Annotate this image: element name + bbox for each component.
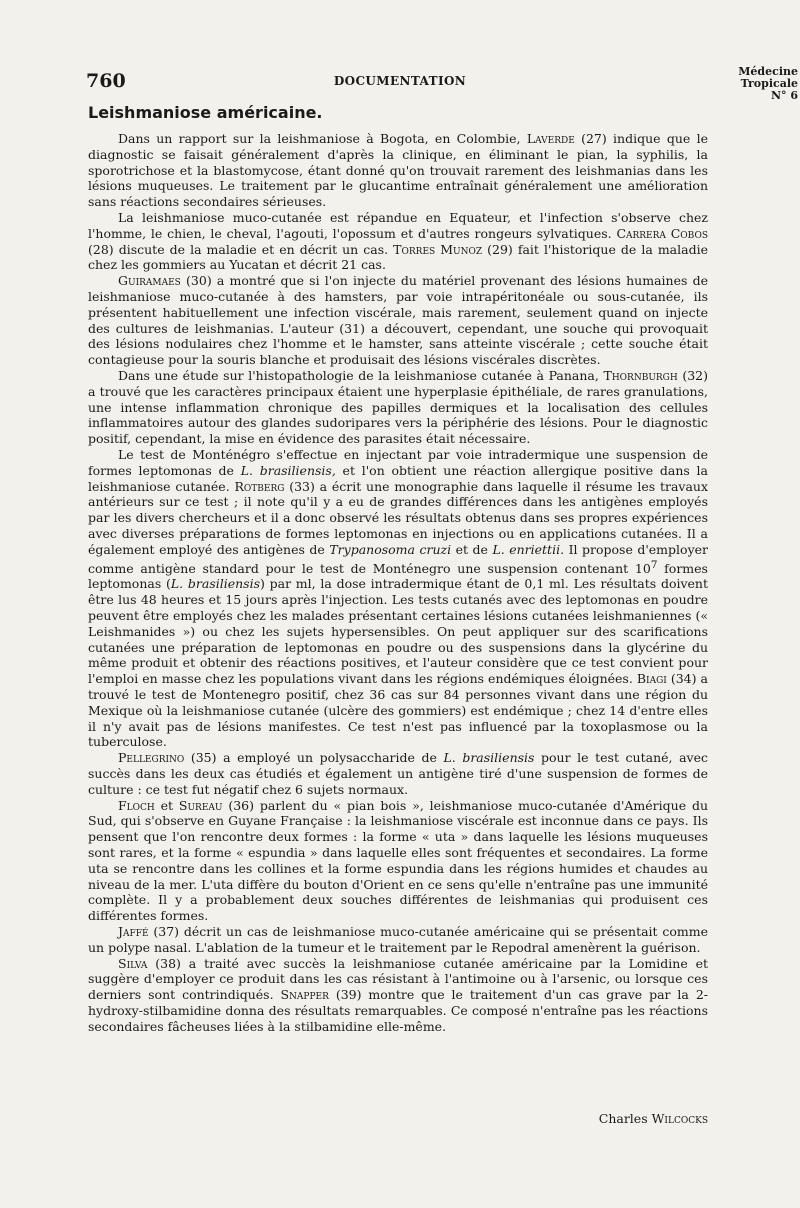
journal-subtitle: Tropicale	[740, 77, 798, 90]
text-run: Dans une étude sur l'histopathologie de la leishmaniose cutanée à Panana,	[118, 367, 604, 383]
paragraph	[88, 368, 708, 447]
article-title: Leishmaniose américaine.	[88, 103, 323, 122]
text-run: ) par ml, la dose intradermique étant de 0,1 ml. Les résultats doivent être lus 48 heures et 15 jours après l'injection. Les tests cutanés avec des leptomonas en poudre peuvent être employés chez les malades présentant certaines lésions cutanées leishmaniennes (« Leishmanides ») ou chez les sujets hypersensibles. On peut appliquer sur des scarifications cutanées une préparation de leptomonas en poudre ou des suspensions dans la glycérine du même produit et obtenir des réactions positives, et l'auteur considère que ce test convient pour l'emploi en masse chez les populations vivant dans les régions endémiques éloignées.	[88, 576, 709, 687]
italic-text: L. brasiliensis,	[240, 462, 336, 478]
author-name: Rotberg	[234, 478, 285, 494]
italic-text: L. brasiliensis	[170, 576, 261, 592]
author-last-name: Wilcocks	[651, 1111, 708, 1126]
text-run: Il propose d'employer comme antigène standard pour le test de Monténegro une suspension contenant 10	[88, 541, 708, 576]
author-first-name: Charles	[598, 1111, 652, 1126]
text-run: et de	[451, 541, 493, 557]
text-run: (37) décrit un cas de leishmaniose muco-cutanée américaine qui se présentait comme un polype nasal. L'ablation de la tumeur et le traitement par le Repodral amenèrent la guérison.	[88, 924, 708, 955]
author-name: Laverde	[526, 131, 575, 146]
author-name: Thornburgh	[603, 367, 678, 383]
text-run: et l'on obtient une réaction allergique positive dans la leishmaniose cutanée.	[88, 462, 708, 494]
author-name: Jaffé	[118, 924, 149, 939]
text-run: (38) a traité avec succès la leishmaniose cutanée américaine par la Lomidine et suggère d'employer ce produit dans les cas résistant à l'antimoine ou à l'arsenic, ou lorsque ces derniers sont contrindiqués.	[88, 955, 708, 1003]
journal-name: Médecine	[738, 65, 798, 78]
text-run: et	[154, 797, 179, 813]
paragraph	[88, 447, 708, 750]
paragraph	[88, 956, 708, 1035]
journal-reference	[722, 66, 798, 102]
text-run: (29) fait l'historique de la maladie chez les gommiers au Yucatan et décrit 21 cas.	[88, 241, 708, 273]
text-run: (34) a trouvé le test de Montenegro positif, chez 36 cas sur 84 personnes vivant dans une région du Mexique où la leishmaniose cutanée (ulcère des gommiers) est endémique ; chez 14 d'entre elles il n'y avait pas de lésions manifestes. Ce test n'est pas influencé par la toxoplasmose ou la tuberculose.	[88, 671, 708, 750]
superscript: 7	[650, 558, 658, 571]
text-run: formes leptomonas (	[88, 560, 708, 592]
italic-text: Trypanosoma cruzi	[329, 541, 452, 557]
italic-text: L. brasiliensis	[443, 750, 535, 766]
text-run: pour le test cutané, avec succès dans les deux cas étudiés et également un antigène tiré d'une suspension de formes de culture : ce test fut négatif chez 6 sujets normaux.	[88, 750, 708, 797]
paragraph	[88, 131, 708, 210]
author-name: Sureau	[178, 797, 223, 813]
author-name: Snapper	[280, 987, 329, 1003]
text-run: (27) indique que le diagnostic se faisait généralement d'après la clinique, en éliminant le pian, la syphilis, la sporotrichose et la blastomycose, étant donné qu'on trouvait rarement des leishmanias dans les lésions muqueuses. Le traitement par le glucantime entraînait généralement une amélioration sans réactions secondaires sérieuses.	[88, 131, 708, 210]
paragraph	[88, 924, 708, 956]
running-title: DOCUMENTATION	[333, 74, 467, 88]
author-name: Torres Munoz	[393, 241, 483, 257]
author-signature	[599, 1111, 708, 1126]
page-number: 760	[86, 70, 126, 92]
page-header	[86, 70, 714, 92]
journal-issue: N° 6	[770, 89, 798, 102]
text-run: (28) discute de la maladie et en décrit un cas.	[88, 241, 394, 257]
text-run: (36) parlent du « pian bois », leishmaniose muco-cutanée d'Amérique du Sud, qui s'observe en Guyane Française : la leishmaniose viscérale est inconnue dans ce pays. Ils pensent que l'on rencontre deux formes : la forme « uta » dans laquelle les lésions muqueuses sont rares, et la forme « espundia » dans laquelle elles sont fréquentes et secondaires. La forme uta se rencontre dans les collines et la forme espundia dans les régions humides et chaudes au niveau de la mer. L'uta diffère du bouton d'Orient en ce sens qu'elle n'entraîne pas une immunité complète. Il y a probablement deux souches différentes de leishmanias qui produisent ces différentes formes.	[88, 797, 708, 924]
text-run: (32) a trouvé que les caractères principaux étaient une hyperplasie épithéliale, de rares granulations, une intense inflammation chronique des papilles dermiques et la localisation des cellules inflammatoires autour des glandes sudoripares vers la périphérie des lésions. Pour le diagnostic positif, cependant, la mise en évidence des parasites était nécessaire.	[88, 367, 708, 447]
paragraph	[88, 273, 708, 368]
text-run: (35) a employé un polysaccharide de	[184, 750, 444, 766]
text-run: Dans un rapport sur la leishmaniose à Bogota, en Colombie,	[118, 131, 527, 146]
text-run: Le test de Monténégro s'effectue en injectant par voie intradermique une suspension de formes leptomonas de	[88, 446, 708, 478]
author-name: Guiramaes	[118, 273, 181, 289]
text-run: (39) montre que le traitement d'un cas grave par la 2-hydroxy-stilbamidine donna des résultats remarquables. Ce composé n'entraîne pas les réactions secondaires fâcheuses liées à la stilbamidine elle-même.	[88, 987, 708, 1034]
author-name: Pellegrino	[118, 750, 185, 766]
paragraph	[88, 798, 708, 924]
italic-text: L. enriettii.	[492, 541, 565, 557]
text-run: La leishmaniose muco-cutanée est répandue en Equateur, et l'infection s'observe chez l'homme, le chien, le cheval, l'agouti, l'opossum et d'autres rongeurs sylvatiques.	[88, 209, 708, 241]
text-run: (33) a écrit une monographie dans laquelle il résume les travaux antérieurs sur ce test ; il note qu'il y a eu de grandes différences dans les antigènes employés par les divers chercheurs et il a donc observé les résultats obtenus dans ses propres expériences avec diverses préparations de formes leptomonas en injections ou en applications cutanées. Il a également employé des antigènes de	[88, 478, 709, 557]
author-name: Silva	[118, 955, 148, 971]
paragraph	[88, 210, 708, 273]
text-run: (30) a montré que si l'on injecte du matériel provenant des lésions humaines de leishmaniose muco-cutanée à des hamsters, par voie intrapéritonéale ou sous-cutanée, ils présentent habituellement une infection viscérale, mais rarement, seulement quand on injecte des cultures de leishmanias. L'auteur (31) a découvert, cependant, une souche qui provoquait des lésions nodulaires chez l'homme et le hamster, sans atteinte viscérale ; cette souche était contagieuse pour la souris blanche et produisait des lésions viscérales discrètes.	[88, 273, 708, 368]
author-name: Floch	[118, 797, 155, 813]
paragraph	[88, 750, 708, 797]
article-body	[88, 131, 708, 1035]
author-name: Carrera Cobos	[616, 225, 708, 241]
author-name: Biagi	[636, 671, 667, 687]
